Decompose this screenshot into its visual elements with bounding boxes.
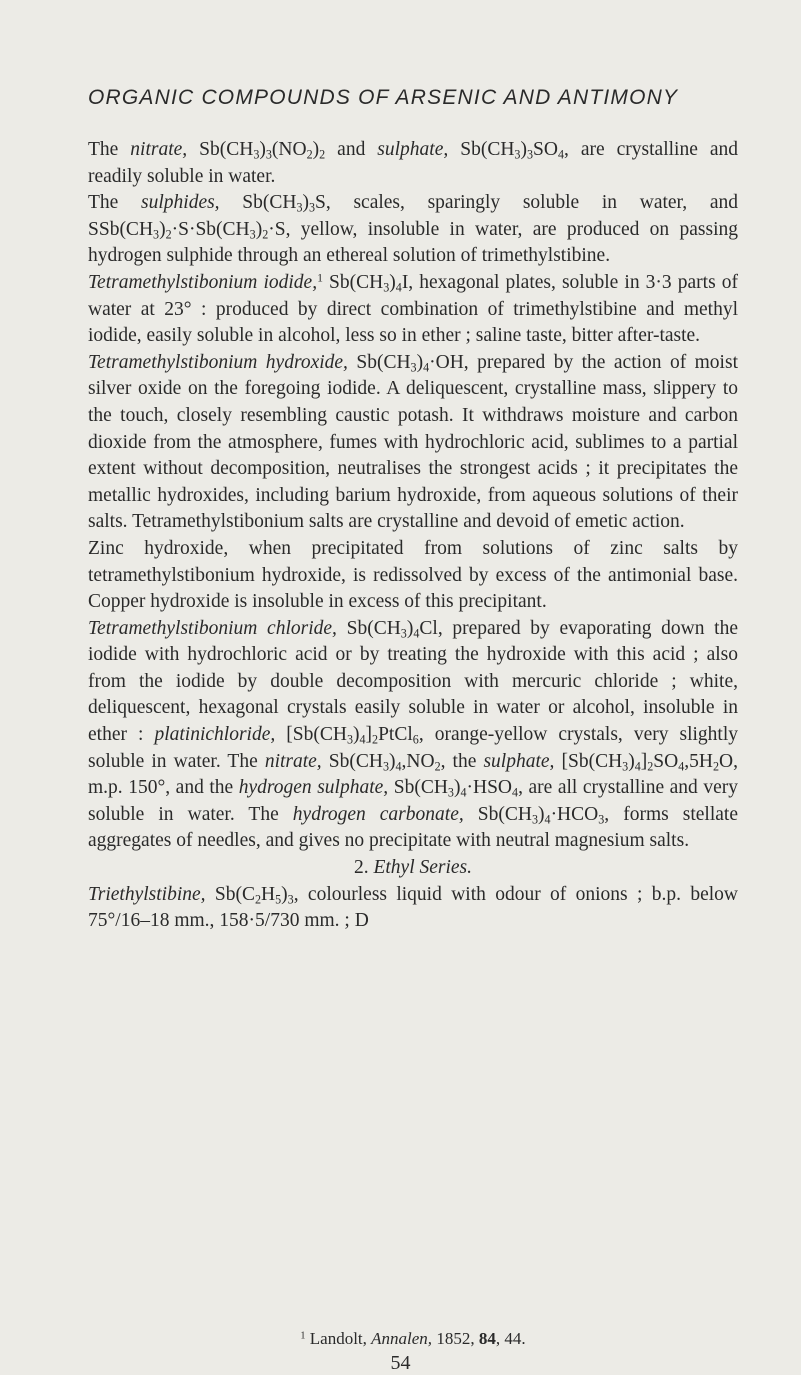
footnote-reference: 1: [317, 271, 323, 285]
text: Sb(CH: [219, 192, 297, 214]
subscript: 4: [512, 785, 519, 800]
text: S, scales, sparingly soluble in water, and SSb(CH: [88, 192, 738, 240]
subscript: 6: [412, 732, 419, 747]
section-heading: [88, 855, 738, 882]
subscript: 3: [531, 812, 539, 827]
text: , forms stellate aggregates of needles, and gives no precipitate with neutral magnesium salts.: [88, 803, 738, 852]
paragraph-iodide: [88, 270, 738, 350]
term-sulphides: sulphides,: [141, 192, 220, 214]
subscript: 3: [153, 227, 160, 242]
body-text: [88, 137, 738, 935]
subscript: 2: [319, 147, 326, 162]
text: [Sb(CH: [275, 724, 347, 746]
text: , are crystalline and readily soluble in water.: [88, 139, 738, 187]
text: Sb(CH: [336, 617, 401, 639]
subscript: 5: [275, 892, 282, 906]
text: Cl, prepared by evaporating down the iodide with hydrochloric acid or by treating the hydroxide with this acid ; also from the iodide by double decomposition with mercuric chloride ; white, deliquescent, hexagonal crystals easily soluble in water or alcohol, insoluble in ether :: [88, 617, 739, 746]
text: ): [628, 750, 635, 772]
text: ·HCO: [550, 803, 599, 825]
text: H: [261, 883, 276, 905]
subscript: 3: [514, 147, 521, 162]
text: ·HSO: [466, 777, 513, 799]
text: SO: [653, 750, 679, 772]
text: SO: [533, 139, 558, 160]
text: ): [302, 192, 309, 214]
subscript: 4: [395, 759, 402, 774]
term-sulphate: sulphate,: [483, 750, 555, 772]
subscript: 3: [287, 892, 294, 906]
subscript: 4: [544, 812, 551, 827]
text: O, m.p. 150°, and the: [88, 750, 739, 799]
term-sulphate: sulphate,: [377, 139, 449, 160]
subscript: 3: [249, 227, 256, 242]
text: The: [88, 192, 142, 214]
subscript: 4: [395, 280, 402, 295]
subscript: 4: [460, 785, 467, 800]
footnote-year: 1852,: [432, 1329, 479, 1348]
text: ): [352, 724, 360, 746]
subscript: 3: [265, 147, 272, 162]
subscript: 2: [262, 227, 269, 242]
subscript: 3: [400, 626, 407, 641]
subscript: 4: [413, 626, 420, 641]
subscript: 4: [678, 759, 685, 774]
subscript: 3: [382, 759, 389, 774]
footnote-pages: , 44.: [495, 1329, 526, 1348]
subscript: 3: [622, 759, 629, 774]
text: ): [312, 139, 320, 160]
subscript: 3: [598, 812, 605, 827]
term-platinichloride: platinichloride,: [154, 724, 276, 746]
subscript: 2: [306, 147, 313, 162]
text: ·S, yellow, insoluble in water, are produced on passing hydrogen sulphide through an ethereal solution of trimethylstibine.: [88, 218, 738, 267]
subscript: 3: [410, 360, 417, 375]
subscript: 2: [434, 759, 441, 774]
text: ): [453, 777, 461, 799]
paragraph-chloride: [88, 616, 738, 855]
text: I, hexagonal plates, soluble in 3·3 parts of water at 23° : produced by direct combination of trimethylstibine and methyl iodide, easily soluble in alcohol, less so in ether ; saline taste, bitter after-taste.: [88, 271, 739, 347]
term-tetramethylstibonium-iodide: Tetramethylstibonium iodide,: [88, 271, 318, 293]
text: PtCl: [378, 724, 413, 746]
text: Sb(CH: [463, 803, 532, 825]
text: (NO: [271, 139, 307, 160]
subscript: 4: [557, 147, 564, 162]
subscript: 4: [359, 732, 366, 747]
footnote-author: Landolt,: [305, 1329, 372, 1348]
term-nitrate: nitrate,: [264, 750, 322, 772]
subscript: 4: [634, 759, 641, 774]
section-title: Ethyl Series.: [373, 857, 473, 879]
term-tetramethylstibonium-hydroxide: Tetramethylstibonium hydroxide,: [88, 351, 348, 373]
footnote-volume: 84: [478, 1329, 496, 1348]
text: ): [159, 218, 166, 240]
text: ]: [365, 724, 373, 746]
text: ): [520, 139, 527, 160]
term-hydrogen-carbonate: hydrogen carbonate,: [292, 803, 464, 825]
text: ): [281, 883, 288, 905]
text: Sb(CH: [388, 777, 448, 799]
subscript: 2: [647, 759, 654, 774]
text: and: [325, 139, 378, 160]
paragraph-nitrate-sulphate: [88, 137, 738, 190]
subscript: 3: [383, 280, 390, 295]
page-number: 54: [390, 1352, 411, 1374]
text: ): [406, 617, 414, 639]
term-nitrate: nitrate,: [130, 139, 188, 160]
text: , orange-yellow crystals, very slightly soluble in water. The: [88, 724, 739, 772]
text: ): [538, 803, 545, 825]
paragraph-sulphides: [88, 190, 738, 270]
subscript: 2: [713, 759, 720, 774]
paragraph-hydroxide: [88, 350, 738, 536]
subscript: 3: [253, 147, 260, 162]
subscript: 3: [526, 147, 534, 162]
paragraph-triethylstibine: [88, 882, 738, 935]
text: [Sb(CH: [554, 750, 623, 772]
text: The: [88, 139, 131, 160]
text: , colourless liquid with odour of onions ; b.p. below 75°/16–18 mm., 158·5/730 mm. ; D: [88, 883, 738, 932]
text: ): [416, 351, 424, 373]
footnote-marker: 1: [300, 1330, 306, 1342]
subscript: 2: [372, 732, 379, 747]
subscript: 2: [165, 227, 172, 242]
text: , are all crystalline and very soluble in water. The: [88, 777, 738, 825]
text: ): [259, 139, 266, 160]
subscript: 3: [296, 200, 303, 215]
paragraph-zinc: Zinc hydroxide, when precipitated from solutions of zinc salts by tetramethylstibonium hydroxide, is redissolved by excess of the antimonial base. Copper hydroxide is insoluble in excess of this precipitant.: [88, 537, 738, 613]
text: ·OH, prepared by the action of moist silver oxide on the foregoing iodide. A deliquescent, crystalline mass, slippery to the touch, closely resembling caustic potash. It withdraws moisture and carbon dioxide from the atmosphere, fumes with hydrochloric acid, sublimes to a partial extent without decomposition, neutralises the strongest acids ; it precipitates the metallic hydroxides, including barium hydroxide, from aqueous solutions of their salts. Tetramethylstibonium salts are crystalline and devoid of emetic action.: [88, 351, 738, 533]
running-head: ORGANIC COMPOUNDS OF ARSENIC AND ANTIMONY: [88, 86, 679, 109]
text: Sb(CH: [187, 139, 254, 160]
text: Sb(CH: [322, 271, 384, 293]
term-triethylstibine: Triethylstibine,: [88, 883, 206, 905]
text: Sb(CH: [448, 139, 515, 160]
footnote: [88, 1329, 738, 1349]
term-hydrogen-sulphate: hydrogen sulphate,: [238, 777, 389, 799]
text: ,NO: [401, 750, 435, 772]
text: ): [388, 750, 396, 772]
text: ,5H: [684, 750, 713, 772]
subscript: 2: [254, 892, 262, 906]
text: ·S·Sb(CH: [171, 218, 250, 240]
text: ): [389, 271, 396, 293]
text: Sb(CH: [347, 351, 411, 373]
subscript: 3: [346, 732, 353, 747]
text: Sb(CH: [321, 750, 383, 772]
subscript: 4: [423, 360, 430, 375]
text: ]: [640, 750, 648, 772]
text: ): [255, 218, 263, 240]
footnote-journal: Annalen,: [371, 1329, 433, 1348]
subscript: 3: [308, 200, 316, 215]
term-tetramethylstibonium-chloride: Tetramethylstibonium chloride,: [88, 617, 337, 639]
section-number: 2.: [353, 857, 369, 879]
text: , the: [440, 750, 484, 772]
subscript: 3: [447, 785, 454, 800]
text: Sb(C: [205, 883, 255, 905]
